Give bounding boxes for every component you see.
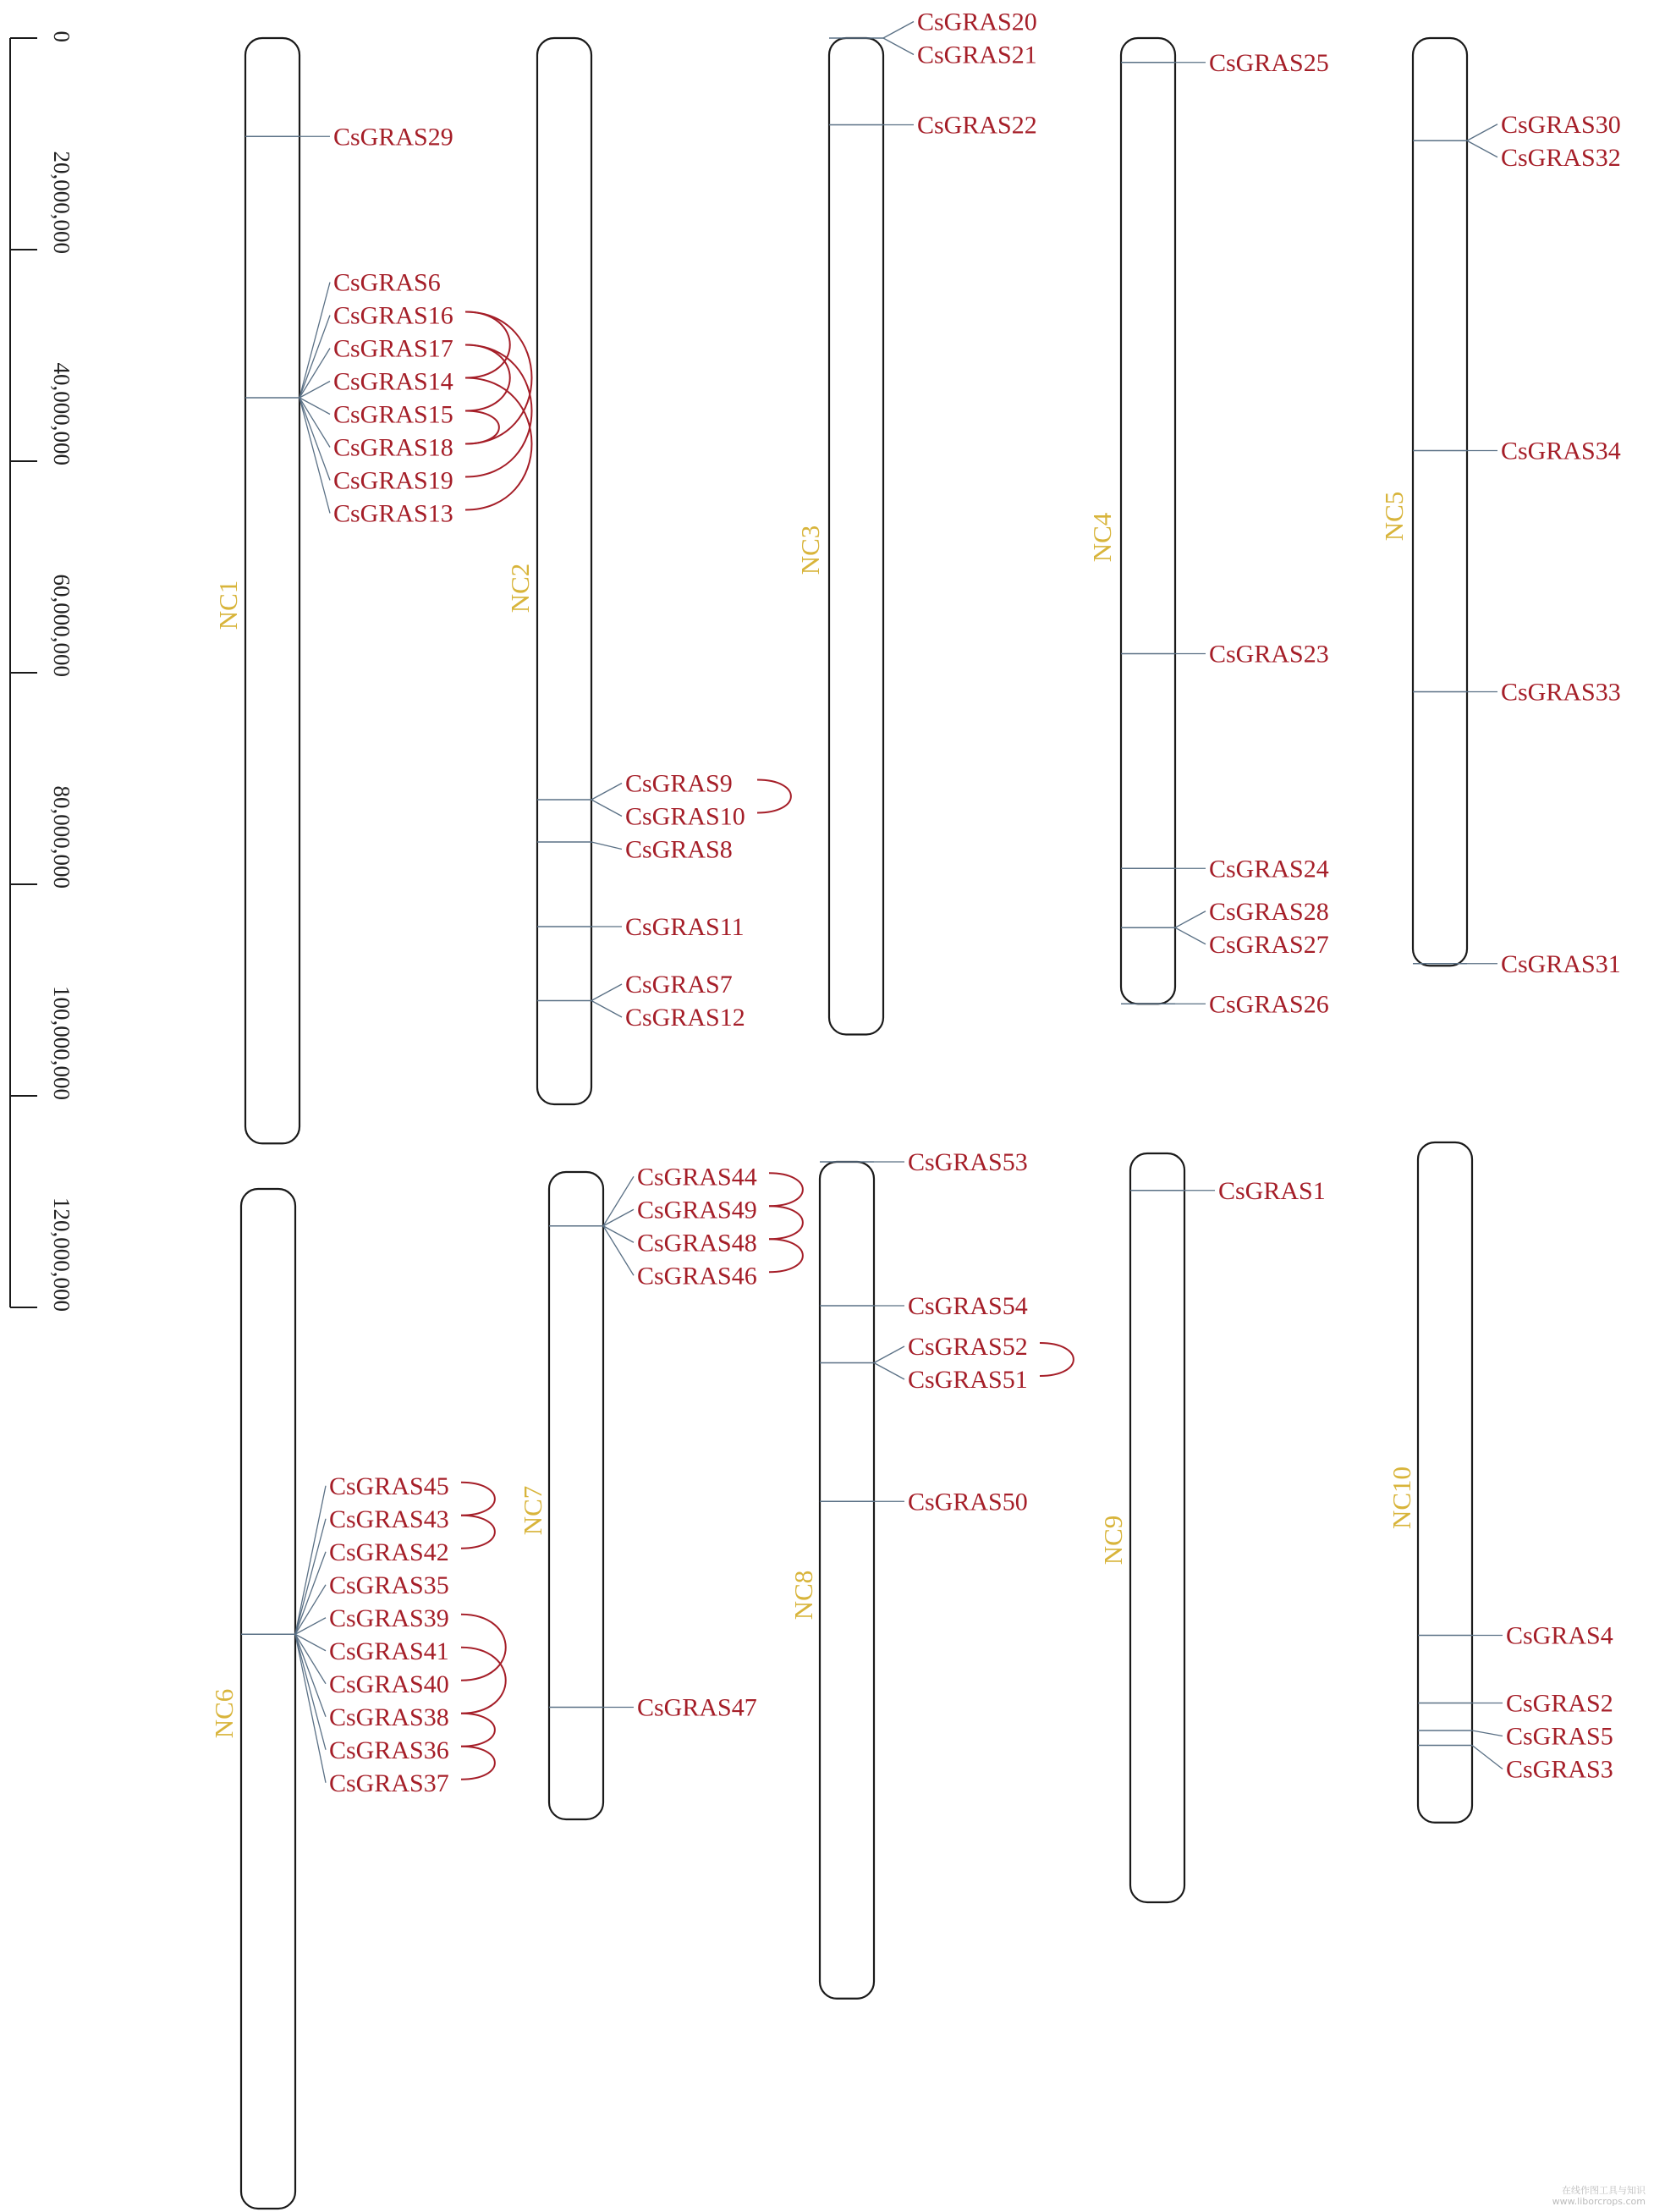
- gene-label: CsGRAS26: [1209, 990, 1329, 1019]
- gene-label: CsGRAS54: [908, 1292, 1028, 1320]
- gene-connector: [1472, 1746, 1503, 1769]
- gene-connector: [874, 1346, 904, 1363]
- gene-label: CsGRAS1: [1218, 1176, 1326, 1205]
- ruler-tick-label: 40,000,000: [49, 362, 74, 465]
- chromosome-nc6: [209, 1189, 449, 2209]
- duplication-arc: [769, 1239, 803, 1272]
- chromosome-body: [1130, 1153, 1184, 1902]
- gene-connector: [883, 22, 914, 39]
- gene-label: CsGRAS34: [1501, 437, 1621, 465]
- gene-label: CsGRAS6: [333, 268, 441, 297]
- gene-label: CsGRAS50: [908, 1488, 1028, 1516]
- gene-label: CsGRAS40: [329, 1670, 449, 1698]
- gene-label: CsGRAS49: [637, 1196, 757, 1224]
- duplication-arc: [461, 1516, 495, 1549]
- gene-connector: [295, 1634, 326, 1783]
- chromosome-label: NC4: [1087, 512, 1117, 563]
- gene-label: CsGRAS21: [917, 41, 1037, 69]
- duplication-arc: [769, 1206, 803, 1239]
- gene-label: CsGRAS30: [1501, 110, 1621, 139]
- chromosome-body: [241, 1189, 295, 2209]
- chromosome-body: [820, 1162, 874, 1999]
- gene-connector: [1467, 124, 1497, 141]
- chromosome-nc2: [505, 38, 745, 1104]
- gene-label: CsGRAS20: [917, 8, 1037, 36]
- chromosome-label: NC6: [209, 1688, 239, 1739]
- duplication-arc: [769, 1173, 803, 1206]
- gene-label: CsGRAS4: [1506, 1621, 1613, 1650]
- gene-label: CsGRAS45: [329, 1472, 449, 1500]
- gene-label: CsGRAS24: [1209, 855, 1329, 883]
- chromosome-nc3: [795, 8, 1037, 1035]
- gene-connector: [591, 984, 622, 1001]
- gene-label: CsGRAS28: [1209, 897, 1329, 926]
- ruler-tick-label: 120,000,000: [49, 1197, 74, 1312]
- gene-label: CsGRAS10: [625, 802, 745, 831]
- gene-label: CsGRAS9: [625, 769, 733, 798]
- gene-label: CsGRAS22: [917, 111, 1037, 140]
- gene-label: CsGRAS46: [637, 1262, 757, 1290]
- gene-connector: [295, 1634, 326, 1750]
- gene-label: CsGRAS11: [625, 913, 745, 941]
- gene-label: CsGRAS25: [1209, 48, 1329, 77]
- gene-label: CsGRAS44: [637, 1163, 757, 1191]
- chromosome-body: [549, 1172, 603, 1819]
- gene-label: CsGRAS27: [1209, 930, 1329, 959]
- chromosome-nc5: [1379, 38, 1621, 978]
- gene-connector: [299, 283, 330, 399]
- gene-label: CsGRAS16: [333, 301, 453, 330]
- chromosome-label: NC1: [213, 580, 243, 630]
- gene-label: CsGRAS47: [637, 1693, 757, 1722]
- chromosome-body: [537, 38, 591, 1104]
- gene-connector: [591, 842, 622, 850]
- gene-label: CsGRAS19: [333, 466, 453, 495]
- gene-connector: [295, 1486, 326, 1635]
- watermark: [1552, 2184, 1646, 2207]
- gene-label: CsGRAS15: [333, 400, 453, 429]
- gene-label: CsGRAS31: [1501, 949, 1621, 978]
- gene-label: CsGRAS14: [333, 367, 453, 396]
- gene-label: CsGRAS36: [329, 1736, 449, 1764]
- gene-label: CsGRAS38: [329, 1703, 449, 1731]
- gene-label: CsGRAS29: [333, 123, 453, 151]
- ruler-tick-label: 60,000,000: [49, 574, 74, 677]
- chromosome-label: NC7: [518, 1485, 547, 1536]
- ruler-axis: [10, 31, 74, 1312]
- chromosome-nc4: [1087, 38, 1329, 1018]
- gene-connector: [1467, 140, 1497, 157]
- watermark-line: www.liborcrops.com: [1552, 2196, 1646, 2207]
- chromosome-nc8: [789, 1148, 1028, 1999]
- chromosome-label: NC8: [789, 1570, 818, 1620]
- gene-connector: [591, 1001, 622, 1018]
- gene-connector: [1175, 911, 1206, 928]
- duplication-arc: [461, 1483, 495, 1516]
- gene-label: CsGRAS48: [637, 1229, 757, 1257]
- gene-label: CsGRAS35: [329, 1571, 449, 1599]
- chromosome-body: [1121, 38, 1175, 1004]
- chromosome-body: [829, 38, 883, 1035]
- gene-label: CsGRAS17: [333, 334, 453, 363]
- gene-label: CsGRAS18: [333, 433, 453, 462]
- chromosome-body: [245, 38, 299, 1143]
- gene-connector: [295, 1519, 326, 1635]
- chromosome-label: NC9: [1098, 1515, 1128, 1565]
- chromosome-label: NC2: [505, 563, 535, 614]
- gene-label: CsGRAS39: [329, 1604, 449, 1632]
- chromosome-label: NC5: [1379, 491, 1409, 542]
- duplication-arc: [461, 1714, 495, 1747]
- watermark-line: 在线作图工具与知识: [1562, 2185, 1646, 2196]
- chromosome-label: NC3: [795, 525, 825, 575]
- gene-label: CsGRAS53: [908, 1148, 1028, 1176]
- gene-label: CsGRAS23: [1209, 640, 1329, 669]
- gene-label: CsGRAS12: [625, 1004, 745, 1032]
- gene-label: CsGRAS2: [1506, 1689, 1613, 1718]
- chromosome-body: [1418, 1142, 1472, 1823]
- chromosome-layer: [209, 8, 1621, 2209]
- duplication-arc: [757, 780, 791, 813]
- gene-label: CsGRAS13: [333, 499, 453, 528]
- gene-connector: [874, 1363, 904, 1380]
- ruler-tick-label: 0: [49, 30, 74, 42]
- gene-label: CsGRAS42: [329, 1538, 449, 1566]
- gene-label: CsGRAS3: [1506, 1755, 1613, 1784]
- duplication-arc: [1040, 1343, 1074, 1376]
- chromosome-nc1: [213, 38, 453, 1143]
- gene-label: CsGRAS41: [329, 1637, 449, 1665]
- gene-connector: [1175, 927, 1206, 944]
- ruler-tick-label: 20,000,000: [49, 151, 74, 254]
- chromosome-nc9: [1098, 1153, 1326, 1902]
- chromosome-label: NC10: [1387, 1466, 1416, 1530]
- gene-connector: [591, 784, 622, 801]
- chromosome-body: [1413, 38, 1467, 966]
- gene-connector: [299, 398, 330, 514]
- gene-label: CsGRAS7: [625, 971, 733, 999]
- gene-label: CsGRAS8: [625, 835, 733, 864]
- gene-label: CsGRAS5: [1506, 1722, 1613, 1751]
- chromosome-nc10: [1387, 1142, 1613, 1823]
- gene-connector: [603, 1176, 634, 1226]
- gene-connector: [883, 38, 914, 55]
- gene-connector: [591, 800, 622, 817]
- ruler-tick-label: 80,000,000: [49, 785, 74, 889]
- gene-label: CsGRAS51: [908, 1366, 1028, 1394]
- chromosome-nc7: [518, 1163, 757, 1819]
- duplication-arc: [461, 1747, 495, 1780]
- gene-connector: [603, 1226, 634, 1276]
- gene-label: CsGRAS37: [329, 1769, 449, 1797]
- gene-label: CsGRAS52: [908, 1333, 1028, 1361]
- ruler-tick-label: 100,000,000: [49, 986, 74, 1100]
- gene-connector: [1472, 1731, 1503, 1736]
- gene-label: CsGRAS43: [329, 1505, 449, 1533]
- gene-label: CsGRAS33: [1501, 678, 1621, 707]
- gene-label: CsGRAS32: [1501, 143, 1621, 172]
